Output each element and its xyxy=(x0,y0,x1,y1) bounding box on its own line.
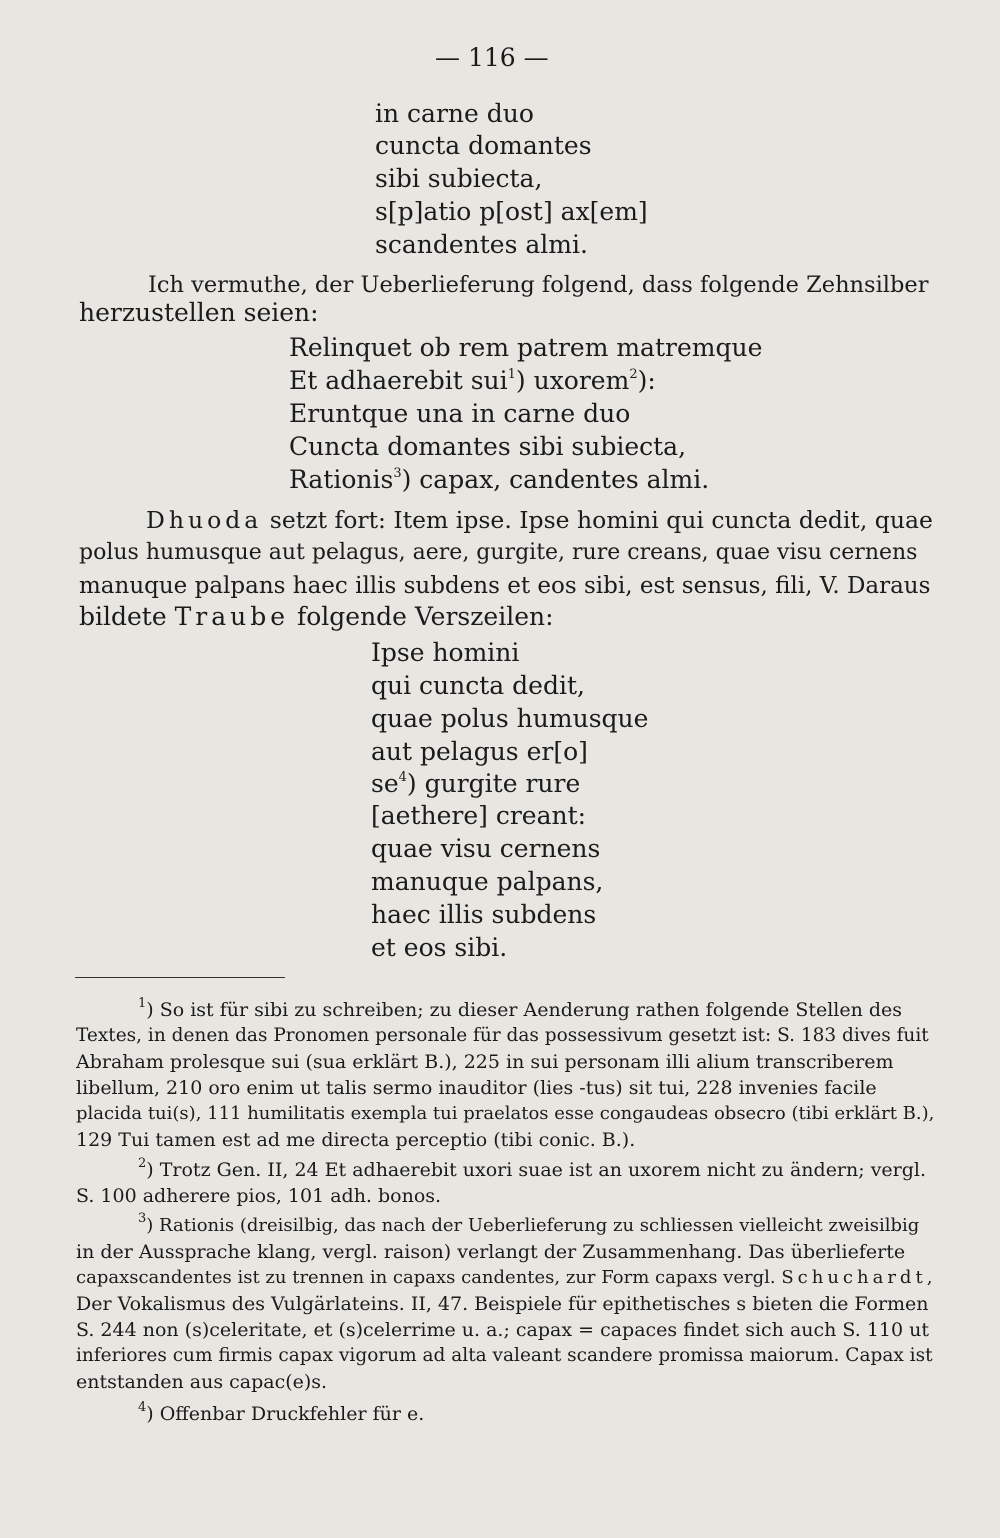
paragraph-line: herzustellen seien: xyxy=(79,298,319,327)
verse-line: Relinquet ob rem patrem matremque xyxy=(289,333,763,362)
paragraph-line: bildete Traube folgende Verszeilen: xyxy=(79,602,554,631)
paragraph-line: polus humusque aut pelagus, aere, gurgite, rure creans, quae visu cernens xyxy=(79,540,918,565)
author-name: Traube xyxy=(174,602,290,631)
footnote-ref: 4 xyxy=(398,769,407,785)
footnote-line: $^1$) So ist für sibi zu schreiben; zu dieser Aenderung rathen folgende Stellen des xyxy=(138,995,903,1021)
author-name: Schuchardt xyxy=(781,1267,927,1288)
footnote-line: capaxscandentes ist zu trennen in capaxs candentes, zur Form capaxs vergl. Schuchardt, xyxy=(76,1267,933,1288)
footnote-line: Der Vokalismus des Vulgärlateins. II, 47. Beispiele für epithetisches s bieten die Formen xyxy=(76,1293,929,1315)
paragraph-line: Dhuoda setzt fort: Item ipse. Ipse homini qui cuncta dedit, quae xyxy=(146,506,933,534)
footnote-line: libellum, 210 oro enim ut talis sermo inauditor (lies -tus) sit tui, 228 invenies facile xyxy=(76,1077,877,1099)
footnote-number: 3 xyxy=(138,1211,147,1226)
footnote-line: placida tui(s), 111 humilitatis exempla tui praelatos esse congaudeas obsecro (tibi erklärt B.), xyxy=(76,1103,935,1124)
footnote-line: 129 Tui tamen est ad me directa perceptio (tibi conic. B.). xyxy=(76,1129,636,1151)
verse-line: Rationis$^3$) capax, candentes almi. xyxy=(289,465,710,494)
verse-line: qui cuncta dedit, xyxy=(371,671,585,700)
footnote-line: $^4$) Offenbar Druckfehler für e. xyxy=(138,1399,425,1425)
footnote-divider xyxy=(75,977,285,978)
verse-line: haec illis subdens xyxy=(371,900,597,929)
footnote-line: S. 244 non (s)celeritate, et (s)celerrime u. a.; capax = capaces findet sich auch S. 110 ut xyxy=(76,1319,930,1341)
footnote-number: 4 xyxy=(138,1399,147,1415)
footnote-ref: 1 xyxy=(507,366,516,382)
verse-line: quae polus humusque xyxy=(371,704,649,733)
footnote-line: $^3$) Rationis (dreisilbig, das nach der Ueberlieferung zu schliessen vielleicht zweisilbig xyxy=(138,1211,920,1236)
footnote-line: inferiores cum firmis capax vigorum ad alta valeant scandere promissa maiorum. Capax ist xyxy=(76,1345,933,1366)
footnote-number: 2 xyxy=(138,1155,147,1171)
verse-line: Ipse homini xyxy=(371,638,520,667)
footnote-ref: 3 xyxy=(393,465,402,481)
footnote-number: 1 xyxy=(138,995,147,1011)
footnote-line: in der Aussprache klang, vergl. raison) verlangt der Zusammenhang. Das überlieferte xyxy=(76,1241,906,1263)
footnote-ref: 2 xyxy=(629,366,638,382)
verse-line: manuque palpans, xyxy=(371,867,604,896)
verse-line: Cuncta domantes sibi subiecta, xyxy=(289,432,687,461)
footnote-line: Textes, in denen das Pronomen personale für das possessivum gesetzt ist: S. 183 dives fuit xyxy=(76,1025,929,1046)
verse-line: [aethere] creant: xyxy=(371,801,587,830)
paragraph-line: Ich vermuthe, der Ueberlieferung folgend, dass folgende Zehnsilber xyxy=(148,272,929,298)
verse-line: aut pelagus er[o] xyxy=(371,737,588,766)
verse-line: sibi subiecta, xyxy=(375,164,543,193)
verse-line: et eos sibi. xyxy=(371,933,508,962)
page-number: — 116 — xyxy=(435,43,549,72)
verse-line: Et adhaerebit sui$^1$) uxorem$^2$): xyxy=(289,366,656,395)
paragraph-line: manuque palpans haec illis subdens et eos sibi, est sensus, fili, V. Daraus xyxy=(79,573,931,599)
verse-line: cuncta domantes xyxy=(375,131,592,160)
footnote-line: $^2$) Trotz Gen. II, 24 Et adhaerebit uxori suae ist an uxorem nicht zu ändern; vergl. xyxy=(138,1155,927,1181)
footnote-line: Abraham prolesque sui (sua erklärt B.), 225 in sui personam illi alium transcriberem xyxy=(76,1051,894,1073)
footnote-line: S. 100 adherere pios, 101 adh. bonos. xyxy=(76,1185,442,1207)
author-name: Dhuoda xyxy=(146,506,263,534)
verse-line: $se^4$) gurgite rure xyxy=(371,769,581,798)
verse-line: in carne duo xyxy=(375,99,534,128)
verse-line: Eruntque una in carne duo xyxy=(289,399,631,428)
verse-line: s[p]atio p[ost] ax[em] xyxy=(375,197,648,226)
verse-line: scandentes almi. xyxy=(375,230,588,259)
verse-line: quae visu cernens xyxy=(371,834,601,863)
footnote-line: entstanden aus capac(e)s. xyxy=(76,1371,328,1393)
